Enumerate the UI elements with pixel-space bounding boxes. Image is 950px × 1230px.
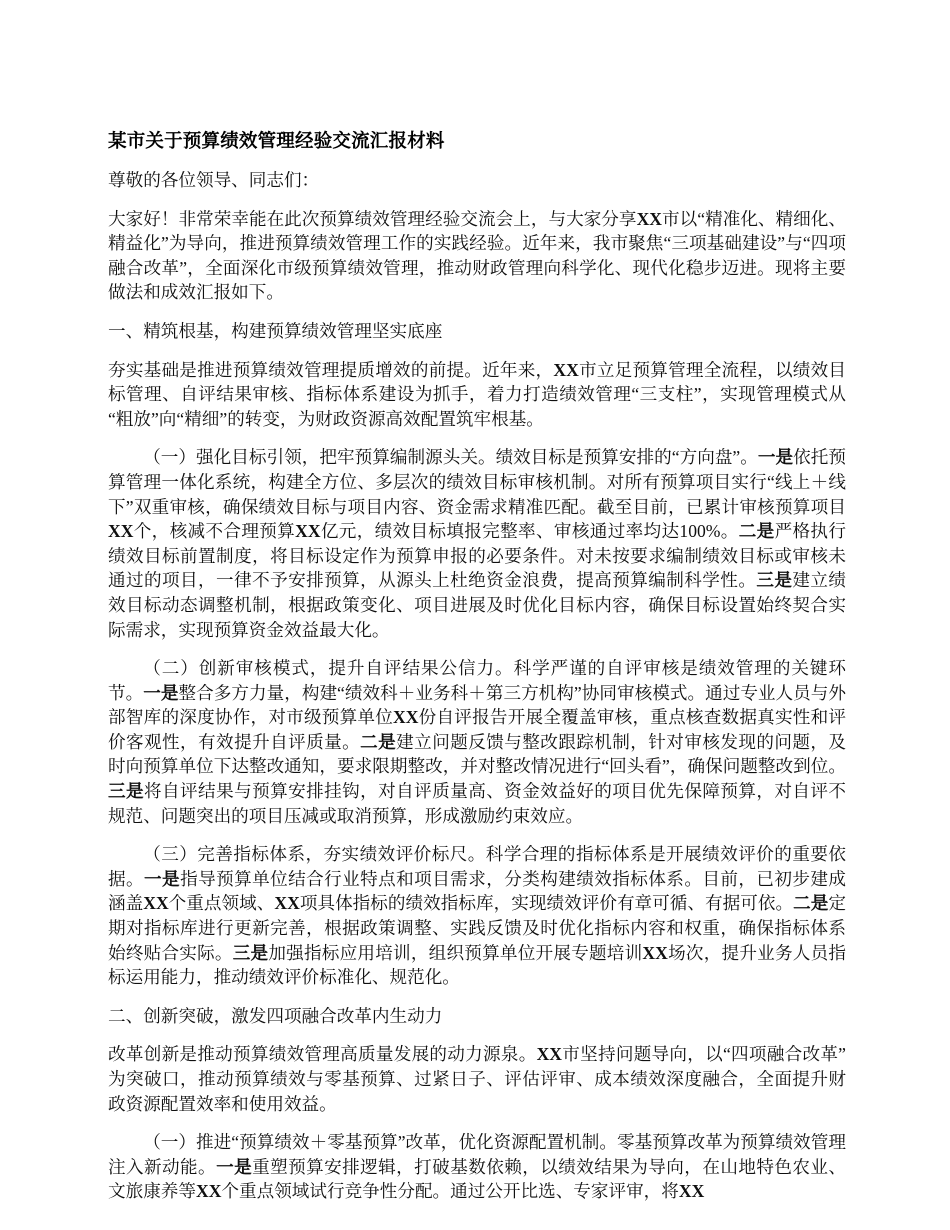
opening-paragraph [108,207,846,305]
point-marker: 二是 [360,731,397,752]
point-marker: 三是 [108,781,145,802]
point-text: 整合多方力量，构建“绩效科＋业务科＋第三方机构”协同审核模式。通过专业人员与外部智库的深度协作，对市级预算单位XX份自评报告开展全覆盖审核，重点核查数据真实性和评价客观性，有效提升自评质量。 [108,682,846,752]
placeholder-token: XX [642,942,668,963]
point-marker: 一是 [143,682,179,703]
subsection-label: （一）强化目标引领，把牢预算编制源头关。 [143,447,496,468]
subsection-label: （一）推进“预算绩效＋零基预算”改革，优化资源配置机制。 [143,1132,617,1153]
opening-text-a: 大家好！非常荣幸能在此次预算绩效管理经验交流会上，与大家分享XX市以“精准化、精细化、精益化”为导向，推进预算绩效管理工作的实践经验。近年来，我市聚焦“三项基础建设”与“四项融合改革”，全面深化市级预算绩效管理，推动财政管理向科学化、现代化稳步迈进。现将主要做法和成效汇报如下。 [108,208,847,303]
subsection-lead: 科学合理的指标体系是开展绩效评价的重要依据。 [108,844,846,889]
point-text: 建立问题反馈与整改跟踪机制，针对审核发现的问题，及时向预算单位下达整改通知，要求限期整改，并对整改情况进行“回头看”，确保问题整改到位。 [108,731,846,777]
point-text: 依托预算管理一体化系统，构建全方位、多层次的绩效目标审核机制。对所有预算项目实行“线上＋线下”双重审核，确保绩效目标与项目内容、资金需求精准匹配。截至目前，已累计审核预算项目XX个，核减不合理预算XX亿元，绩效目标填报完整率、审核通过率均达100%。 [108,447,846,542]
section-intro-1: 夯实基础是推进预算绩效管理提质增效的前提。近年来，XX市立足预算管理全流程，以绩效目标管理、自评结果审核、指标体系建设为抓手，着力打造绩效管理“三支柱”，实现管理模式从“粗放”向“精细”的转变，为财政资源高效配置筑牢根基。 [108,359,846,429]
point-marker: 三是 [756,570,793,591]
placeholder-token: XX [636,208,662,229]
point-marker: 三是 [232,942,269,963]
subsection-label: （二）创新审核模式，提升自评结果公信力。 [143,658,514,679]
section-heading-1: 一、精筑根基，构建预算绩效管理坚实底座 [108,320,443,341]
subsection-1-2 [108,656,846,828]
placeholder-token: XX [678,1181,705,1202]
subsection-1-1 [108,445,846,642]
placeholder-token: XX [393,707,419,728]
point-text: 严格执行绩效目标前置制度，将目标设定作为预算申报的必要条件。对未按要求编制绩效目标或审核未通过的项目，一律不予安排预算，从源头上杜绝资金浪费，提高预算编制科学性。 [108,521,846,591]
placeholder-token: XX [274,893,300,914]
numeric-value: 100% [679,521,721,542]
subsection-2-1 [108,1130,846,1204]
point-marker: 一是 [757,447,794,468]
point-text: 重塑预算安排逻辑，打破基数依赖，以绩效结果为导向，在山地特色农业、文旅康养等XX个重点领域试行竞争性分配。通过公开比选、专家评审，将XX [108,1156,846,1202]
placeholder-token: XX [536,1044,562,1065]
point-marker: 一是 [216,1156,253,1177]
placeholder-token: XX [553,359,579,380]
section-heading-2: 二、创新突破，激发四项融合改革内生动力 [108,1005,443,1026]
point-text: 加强指标应用培训，组织预算单位开展专题培训XX场次，提升业务人员指标运用能力，推动绩效评价标准化、规范化。 [108,942,846,988]
section-intro-2: 改革创新是推动预算绩效管理高质量发展的动力源泉。XX市坚持问题导向，以“四项融合改革”为突破口，推动预算绩效与零基预算、过紧日子、评估评审、成本绩效深度融合，全面提升财政资源配置效率和使用效益。 [108,1044,846,1114]
point-marker: 二是 [738,521,775,542]
subsection-lead: 绩效目标是预算安排的“方向盘”。 [495,447,758,468]
salutation: 尊敬的各位领导、同志们： [108,170,320,190]
placeholder-token: XX [195,1181,222,1202]
placeholder-token: XX [108,521,134,542]
point-text: 建立绩效目标动态调整机制，根据政策变化、项目进展及时优化目标内容，确保目标设置始终契合实际需求，实现预算资金效益最大化。 [108,570,846,640]
subsection-lead: 科学严谨的自评审核是绩效管理的关键环节。 [108,658,846,703]
subsection-label: （三）完善指标体系，夯实绩效评价标尺。 [143,844,486,865]
point-text: 将自评结果与预算安排挂钩，对自评质量高、资金效益好的项目优先保障预算，对自评不规范、问题突出的项目压减或取消预算，形成激励约束效应。 [108,781,846,826]
placeholder-token: XX [143,893,169,914]
placeholder-token: XX [295,521,321,542]
point-text: 定期对指标库进行更新完善，根据政策调整、实践反馈及时优化指标内容和权重，确保指标体系始终贴合实际。 [108,893,846,963]
point-text: 指导预算单位结合行业特点和项目需求，分类构建绩效指标体系。目前，已初步建成涵盖XX个重点领域、XX项具体指标的绩效指标库，实现绩效评价有章可循、有据可依。 [108,868,846,914]
point-marker: 一是 [144,868,181,889]
subsection-lead: 零基预算改革为预算绩效管理注入新动能。 [108,1132,846,1177]
subsection-1-3 [108,842,846,990]
point-marker: 二是 [793,893,829,914]
page-title: 某市关于预算绩效管理经验交流汇报材料 [108,130,445,151]
